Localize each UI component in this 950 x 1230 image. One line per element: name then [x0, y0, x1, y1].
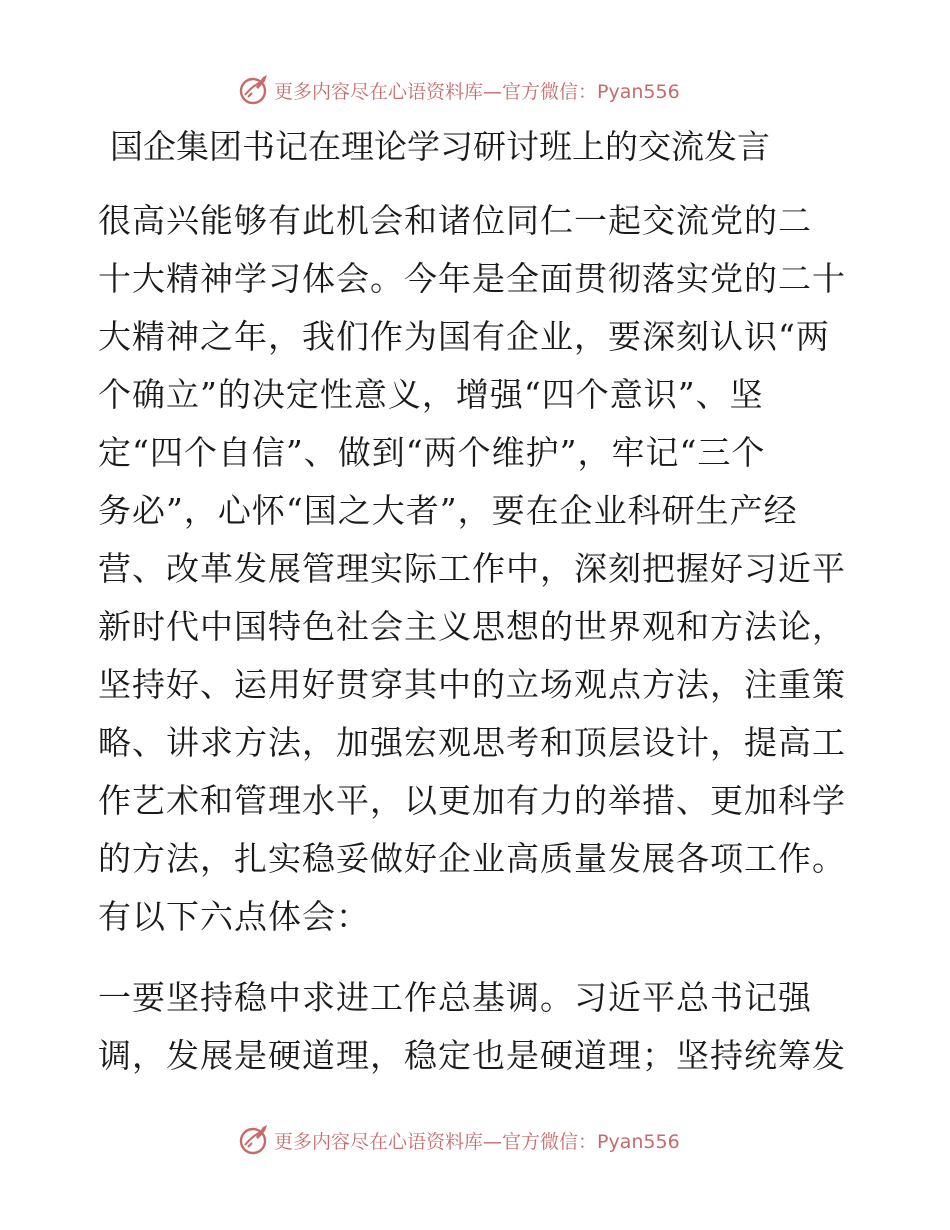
- text-line: 略、讲求方法，加强宏观思考和顶层设计，提高工: [98, 723, 846, 762]
- text-line: 有以下六点体会：: [98, 897, 370, 936]
- text-line: 调，发展是硬道理，稳定也是硬道理；坚持统筹发: [98, 1036, 846, 1075]
- footer-banner: [236, 1120, 680, 1160]
- text-line: 十大精神学习体会。今年是全面贯彻落实党的二十: [98, 259, 846, 298]
- text-line: 营、改革发展管理实际工作中，深刻把握好习近平: [98, 549, 846, 588]
- text-line: 作艺术和管理水平，以更加有力的举措、更加科学: [98, 781, 846, 820]
- banner-site-name: 更多内容尽在心语资料库: [274, 80, 484, 103]
- banner-wechat-id: —官方微信：Pyan556: [483, 80, 680, 103]
- text-line: 一要坚持稳中求进工作总基调。习近平总书记强: [98, 978, 812, 1017]
- quill-globe-logo-icon: [236, 73, 270, 107]
- document-title: 国企集团书记在理论学习研讨班上的交流发言: [110, 127, 770, 166]
- paragraph-point-one: [98, 969, 858, 1085]
- banner-wechat-id: —官方微信：Pyan556: [483, 1130, 680, 1153]
- header-banner: [236, 70, 680, 110]
- text-line: 大精神之年，我们作为国有企业，要深刻认识“两: [98, 317, 830, 356]
- quill-globe-logo-icon: [236, 1123, 270, 1157]
- text-line: 坚持好、运用好贯穿其中的立场观点方法，注重策: [98, 665, 846, 704]
- text-line: 务必”，心怀“国之大者”，要在企业科研生产经: [98, 491, 798, 530]
- text-line: 很高兴能够有此机会和诸位同仁一起交流党的二: [98, 201, 812, 240]
- text-line: 的方法，扎实稳妥做好企业高质量发展各项工作。: [98, 839, 846, 878]
- text-line: 新时代中国特色社会主义思想的世界观和方法论，: [98, 607, 846, 646]
- banner-site-name: 更多内容尽在心语资料库: [274, 1130, 484, 1153]
- text-line: 个确立”的决定性意义，增强“四个意识”、坚: [98, 375, 764, 414]
- paragraph-intro: [98, 192, 858, 946]
- text-line: 定“四个自信”、做到“两个维护”，牢记“三个: [98, 433, 766, 472]
